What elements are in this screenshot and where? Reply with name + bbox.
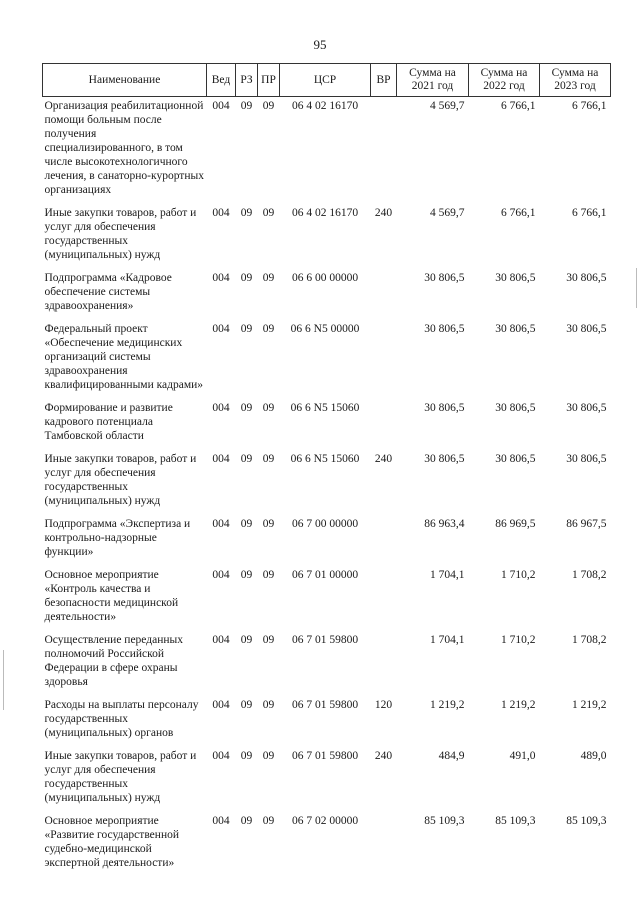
cell-sum-2023: 30 806,5 bbox=[566, 453, 607, 465]
cell-pr: 09 bbox=[262, 569, 275, 581]
cell-pr: 09 bbox=[262, 699, 275, 711]
header-rz: РЗ bbox=[236, 64, 258, 97]
cell-ved: 004 bbox=[212, 518, 230, 530]
cell-sum-2023: 1 708,2 bbox=[572, 569, 607, 581]
cell-name: Организация реабилитационной помощи больным после получения специализированного, в том числе высокотехнологичного лечения, в санаторно-курортных организациях bbox=[44, 100, 204, 196]
cell-name: Осуществление переданных полномочий Российской Федерации в сфере охраны здоровья bbox=[44, 634, 183, 688]
cell-vr: 240 bbox=[374, 750, 393, 762]
cell-vr bbox=[371, 322, 397, 401]
header-pr: ПР bbox=[258, 64, 280, 97]
cell-sum-2023: 6 766,1 bbox=[572, 100, 607, 112]
cell-rz: 09 bbox=[240, 699, 253, 711]
cell-vr bbox=[371, 401, 397, 452]
cell-sum-2022: 30 806,5 bbox=[495, 272, 536, 284]
cell-sum-2022: 30 806,5 bbox=[495, 323, 536, 335]
scan-edge-mark bbox=[636, 268, 637, 308]
budget-table bbox=[42, 63, 611, 879]
cell-vr bbox=[371, 97, 397, 207]
cell-sum-2023: 30 806,5 bbox=[566, 402, 607, 414]
cell-csr: 06 7 01 59800 bbox=[291, 699, 359, 711]
cell-rz: 09 bbox=[240, 100, 253, 112]
cell-name: Иные закупки товаров, работ и услуг для обеспечения государственных (муниципальных) нужд bbox=[44, 207, 197, 261]
cell-csr: 06 4 02 16170 bbox=[291, 207, 359, 219]
cell-sum-2022: 85 109,3 bbox=[495, 815, 536, 827]
cell-pr: 09 bbox=[262, 100, 275, 112]
cell-name: Расходы на выплаты персоналу государственных (муниципальных) органов bbox=[44, 699, 199, 739]
cell-sum-2021: 1 219,2 bbox=[430, 699, 465, 711]
cell-name: Федеральный проект «Обеспечение медицинских организаций системы здравоохранения квалифицированными кадрами» bbox=[44, 323, 204, 391]
cell-pr: 09 bbox=[262, 207, 275, 219]
scan-edge-mark bbox=[3, 650, 4, 710]
cell-pr: 09 bbox=[262, 402, 275, 414]
table-row bbox=[43, 698, 611, 749]
cell-vr bbox=[371, 271, 397, 322]
cell-rz: 09 bbox=[240, 750, 253, 762]
cell-sum-2023: 86 967,5 bbox=[566, 518, 607, 530]
header-vr: ВР bbox=[371, 64, 397, 97]
cell-sum-2023: 1 708,2 bbox=[572, 634, 607, 646]
cell-ved: 004 bbox=[212, 634, 230, 646]
cell-name: Подпрограмма «Кадровое обеспечение системы здравоохранения» bbox=[44, 272, 172, 312]
table-row bbox=[43, 206, 611, 271]
cell-name: Формирование и развитие кадрового потенциала Тамбовской области bbox=[44, 402, 173, 442]
cell-name: Основное мероприятие «Развитие государственной судебно-медицинской экспертной деятельности» bbox=[44, 815, 179, 869]
table-row bbox=[43, 749, 611, 814]
cell-ved: 004 bbox=[212, 100, 230, 112]
cell-ved: 004 bbox=[212, 750, 230, 762]
cell-ved: 004 bbox=[212, 402, 230, 414]
cell-pr: 09 bbox=[262, 453, 275, 465]
cell-sum-2022: 1 219,2 bbox=[501, 699, 536, 711]
cell-ved: 004 bbox=[212, 323, 230, 335]
table-row bbox=[43, 452, 611, 517]
cell-sum-2021: 85 109,3 bbox=[424, 815, 465, 827]
cell-sum-2022: 1 710,2 bbox=[501, 634, 536, 646]
cell-rz: 09 bbox=[240, 402, 253, 414]
cell-sum-2021: 30 806,5 bbox=[424, 323, 465, 335]
cell-sum-2023: 30 806,5 bbox=[566, 323, 607, 335]
cell-name: Подпрограмма «Экспертиза и контрольно-надзорные функции» bbox=[44, 518, 191, 558]
cell-pr: 09 bbox=[262, 323, 275, 335]
cell-ved: 004 bbox=[212, 815, 230, 827]
cell-ved: 004 bbox=[212, 207, 230, 219]
cell-sum-2021: 484,9 bbox=[438, 750, 465, 762]
cell-sum-2021: 86 963,4 bbox=[424, 518, 465, 530]
cell-csr: 06 6 N5 15060 bbox=[290, 402, 360, 414]
cell-ved: 004 bbox=[212, 272, 230, 284]
cell-sum-2022: 86 969,5 bbox=[495, 518, 536, 530]
table-row bbox=[43, 401, 611, 452]
cell-rz: 09 bbox=[240, 272, 253, 284]
header-sum-2021: Сумма на 2021 год bbox=[397, 64, 469, 97]
cell-rz: 09 bbox=[240, 569, 253, 581]
cell-vr bbox=[371, 517, 397, 568]
cell-vr bbox=[371, 568, 397, 633]
cell-sum-2022: 6 766,1 bbox=[501, 207, 536, 219]
cell-name: Иные закупки товаров, работ и услуг для обеспечения государственных (муниципальных) нужд bbox=[44, 750, 197, 804]
cell-csr: 06 6 00 00000 bbox=[291, 272, 359, 284]
cell-rz: 09 bbox=[240, 634, 253, 646]
cell-csr: 06 7 01 59800 bbox=[291, 750, 359, 762]
cell-name: Основное мероприятие «Контроль качества и безопасности медицинской деятельности» bbox=[44, 569, 179, 623]
cell-vr: 240 bbox=[374, 453, 393, 465]
header-sum-2022: Сумма на 2022 год bbox=[469, 64, 540, 97]
header-csr: ЦСР bbox=[280, 64, 371, 97]
cell-pr: 09 bbox=[262, 518, 275, 530]
cell-sum-2023: 85 109,3 bbox=[566, 815, 607, 827]
cell-sum-2021: 1 704,1 bbox=[430, 634, 465, 646]
cell-pr: 09 bbox=[262, 815, 275, 827]
header-ved: Вед bbox=[207, 64, 236, 97]
cell-name: Иные закупки товаров, работ и услуг для обеспечения государственных (муниципальных) нужд bbox=[44, 453, 197, 507]
cell-pr: 09 bbox=[262, 634, 275, 646]
cell-sum-2022: 491,0 bbox=[509, 750, 536, 762]
table-row bbox=[43, 568, 611, 633]
cell-rz: 09 bbox=[240, 518, 253, 530]
header-name: Наименование bbox=[43, 64, 207, 97]
table-header-row bbox=[43, 64, 611, 97]
table-row bbox=[43, 322, 611, 401]
cell-csr: 06 7 01 00000 bbox=[291, 569, 359, 581]
page-number: 95 bbox=[313, 37, 327, 52]
cell-csr: 06 4 02 16170 bbox=[291, 100, 359, 112]
cell-ved: 004 bbox=[212, 569, 230, 581]
cell-sum-2022: 6 766,1 bbox=[501, 100, 536, 112]
cell-sum-2022: 30 806,5 bbox=[495, 402, 536, 414]
cell-sum-2023: 1 219,2 bbox=[572, 699, 607, 711]
cell-rz: 09 bbox=[240, 815, 253, 827]
cell-vr bbox=[371, 814, 397, 879]
cell-csr: 06 7 02 00000 bbox=[291, 815, 359, 827]
cell-sum-2023: 6 766,1 bbox=[572, 207, 607, 219]
cell-csr: 06 7 01 59800 bbox=[291, 634, 359, 646]
cell-csr: 06 7 00 00000 bbox=[291, 518, 359, 530]
table-row bbox=[43, 633, 611, 698]
table-row bbox=[43, 97, 611, 207]
table-row bbox=[43, 271, 611, 322]
cell-csr: 06 6 N5 00000 bbox=[290, 323, 360, 335]
cell-sum-2023: 30 806,5 bbox=[566, 272, 607, 284]
cell-sum-2021: 30 806,5 bbox=[424, 453, 465, 465]
cell-sum-2022: 30 806,5 bbox=[495, 453, 536, 465]
cell-pr: 09 bbox=[262, 272, 275, 284]
header-sum-2023: Сумма на 2023 год bbox=[540, 64, 611, 97]
cell-vr bbox=[371, 633, 397, 698]
cell-sum-2021: 30 806,5 bbox=[424, 402, 465, 414]
cell-vr: 120 bbox=[374, 699, 393, 711]
cell-pr: 09 bbox=[262, 750, 275, 762]
cell-rz: 09 bbox=[240, 207, 253, 219]
cell-csr: 06 6 N5 15060 bbox=[290, 453, 360, 465]
cell-sum-2021: 1 704,1 bbox=[430, 569, 465, 581]
cell-sum-2021: 30 806,5 bbox=[424, 272, 465, 284]
cell-rz: 09 bbox=[240, 453, 253, 465]
table-row bbox=[43, 517, 611, 568]
cell-sum-2022: 1 710,2 bbox=[501, 569, 536, 581]
cell-sum-2021: 4 569,7 bbox=[430, 207, 465, 219]
cell-ved: 004 bbox=[212, 699, 230, 711]
cell-vr: 240 bbox=[374, 207, 393, 219]
cell-ved: 004 bbox=[212, 453, 230, 465]
cell-sum-2021: 4 569,7 bbox=[430, 100, 465, 112]
table-row bbox=[43, 814, 611, 879]
cell-sum-2023: 489,0 bbox=[580, 750, 607, 762]
cell-rz: 09 bbox=[240, 323, 253, 335]
table-body bbox=[43, 97, 611, 880]
